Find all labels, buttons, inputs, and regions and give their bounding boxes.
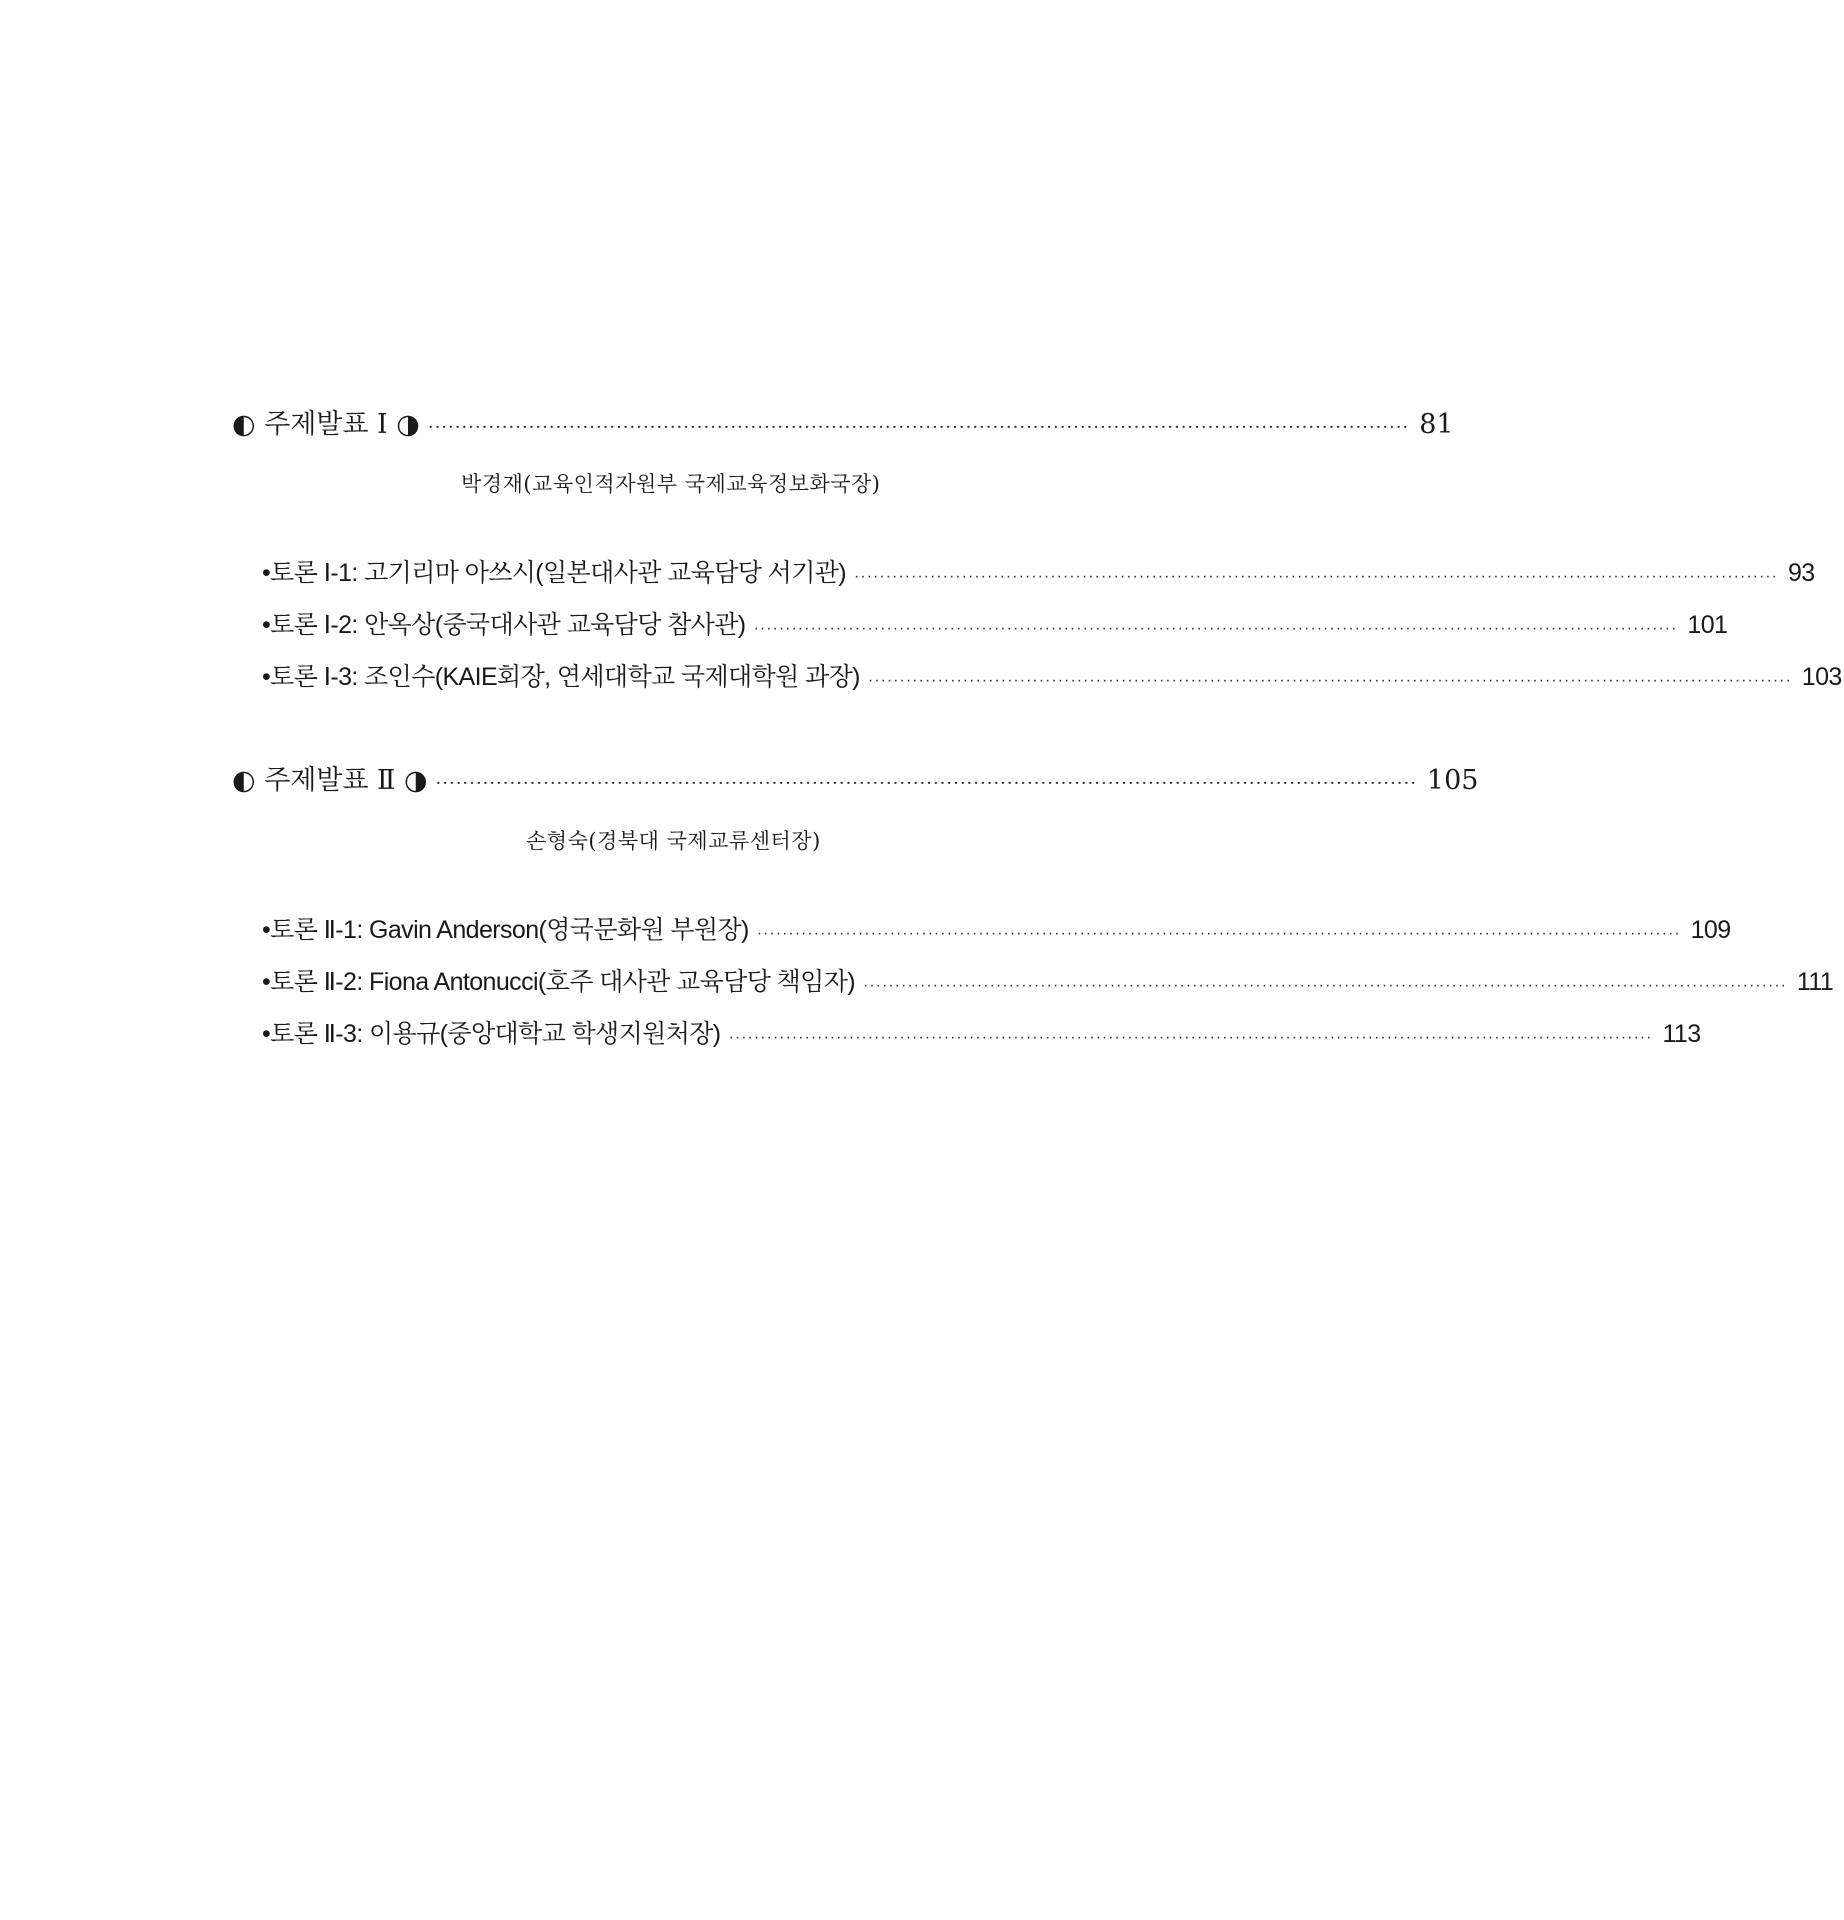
page-number: 111: [1796, 968, 1834, 996]
entry-title: •토론 Ⅱ-3: 이용규(중앙대학교 학생지원처장): [262, 1020, 721, 1048]
section-title: ◐ 주제발표 Ⅱ ◑: [232, 765, 428, 796]
page-number: 105: [1426, 765, 1479, 796]
page-number: 109: [1690, 916, 1731, 944]
entry-title: •토론 Ⅰ-3: 조인수(KAIE회장, 연세대학교 국제대학원 과장): [262, 663, 860, 691]
dot-leader: ··················································································································································: [863, 977, 1787, 994]
dot-leader: ··················································································································································: [867, 672, 1792, 689]
presenter-name: 박경재(교육인적자원부 국제교육정보화국장): [461, 472, 881, 496]
toc-entry[interactable]: [262, 913, 1731, 951]
page-number: 113: [1662, 1020, 1701, 1048]
toc-entry[interactable]: [262, 965, 1834, 1003]
dot-leader: ··················································································································································: [435, 773, 1417, 794]
entry-title: •토론 Ⅰ-1: 고기리마 아쓰시(일본대사관 교육담당 서기관): [262, 559, 847, 587]
dot-leader: ··················································································································································: [854, 568, 1778, 585]
toc-entry[interactable]: [262, 1017, 1701, 1055]
toc-entry[interactable]: [262, 660, 1842, 698]
page-number: 101: [1687, 611, 1728, 639]
toc-section-heading[interactable]: [232, 408, 1454, 445]
dot-leader: ··················································································································································: [756, 925, 1681, 942]
dot-leader: ··················································································································································: [728, 1029, 1653, 1046]
page-number: 81: [1419, 409, 1454, 440]
presenter-name: 손형숙(경북대 국제교류센터장): [526, 829, 821, 853]
toc-section-heading[interactable]: [232, 764, 1479, 801]
toc-entry[interactable]: [262, 556, 1815, 594]
entry-title: •토론 Ⅱ-2: Fiona Antonucci(호주 대사관 교육담당 책임자): [262, 968, 856, 996]
dot-leader: ··················································································································································: [427, 417, 1410, 438]
dot-leader: ··················································································································································: [753, 620, 1678, 637]
entry-title: •토론 Ⅰ-2: 안옥상(중국대사관 교육담당 참사관): [262, 611, 746, 639]
toc-entry[interactable]: [262, 608, 1728, 646]
section-title: ◐ 주제발표 Ⅰ ◑: [232, 409, 420, 440]
entry-title: •토론 Ⅱ-1: Gavin Anderson(영국문화원 부원장): [262, 916, 749, 944]
page-number: 103: [1801, 663, 1842, 691]
page-number: 93: [1787, 559, 1815, 587]
